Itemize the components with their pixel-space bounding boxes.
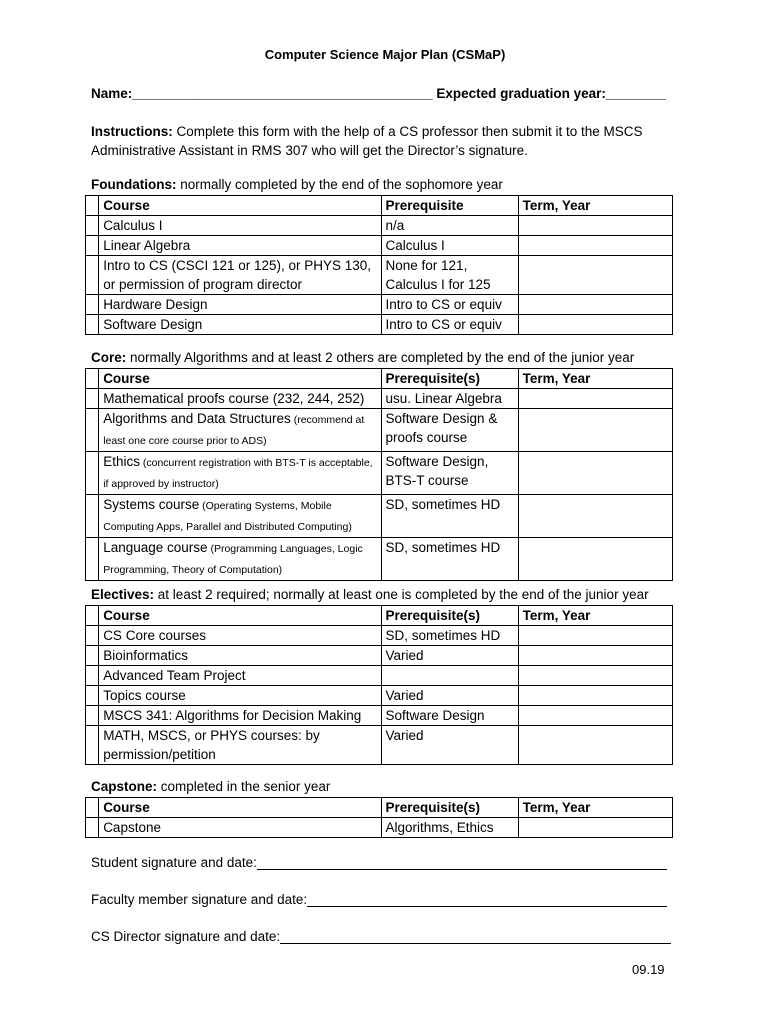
prereq-cell: Algorithms, Ethics (381, 818, 518, 838)
term-cell[interactable] (518, 818, 672, 838)
table-header-row (86, 196, 673, 216)
core-note: normally Algorithms and at least 2 others are completed by the end of the junior year (126, 350, 635, 365)
core-table (85, 368, 673, 581)
table-row (86, 295, 673, 315)
check-cell[interactable] (86, 686, 99, 706)
term-cell[interactable] (518, 389, 672, 409)
prereq-cell: Varied (381, 726, 518, 765)
foundations-note: normally completed by the end of the sophomore year (176, 177, 503, 192)
check-cell[interactable] (86, 452, 99, 495)
course-cell: MSCS 341: Algorithms for Decision Making (99, 706, 381, 726)
table-row (86, 626, 673, 646)
faculty-signature-field[interactable] (307, 892, 667, 907)
version-number: 09.19 (632, 962, 665, 977)
student-signature-label: Student signature and date: (91, 855, 257, 870)
course-name: Language course (103, 540, 208, 555)
course-cell: Calculus I (99, 216, 381, 236)
check-cell[interactable] (86, 538, 99, 581)
term-cell[interactable] (518, 495, 672, 538)
term-cell[interactable] (518, 626, 672, 646)
table-row (86, 495, 673, 538)
check-cell[interactable] (86, 646, 99, 666)
course-cell: Linear Algebra (99, 236, 381, 256)
table-row (86, 818, 673, 838)
course-line: Intro to CS (CSCI 121 or 125), or PHYS 130, (103, 258, 372, 273)
course-note: (Operating Systems, Mobile Computing Apps, Parallel and Distributed Computing) (103, 500, 352, 533)
prereq-cell: Calculus I (381, 236, 518, 256)
table-row (86, 256, 673, 295)
course-name: Ethics (103, 454, 140, 469)
column-header-term: Term, Year (518, 606, 672, 626)
foundations-table (85, 195, 673, 335)
check-cell[interactable] (86, 216, 99, 236)
faculty-signature-line (91, 892, 667, 907)
prereq-cell (381, 256, 518, 295)
student-signature-field[interactable] (257, 855, 667, 870)
column-header-course: Course (99, 196, 381, 216)
column-header-term: Term, Year (518, 798, 672, 818)
prereq-cell: SD, sometimes HD (381, 495, 518, 538)
term-cell[interactable] (518, 538, 672, 581)
check-cell[interactable] (86, 726, 99, 765)
column-header-course: Course (99, 606, 381, 626)
table-row (86, 726, 673, 765)
student-signature-line (91, 855, 667, 870)
course-cell: CS Core courses (99, 626, 381, 646)
term-cell[interactable] (518, 236, 672, 256)
term-cell[interactable] (518, 726, 672, 765)
name-line (91, 86, 666, 101)
course-line: or permission of program director (103, 277, 303, 292)
column-header-prerequisites: Prerequisite(s) (381, 798, 518, 818)
course-note: (Programming Languages, Logic Programming, Theory of Computation) (103, 543, 363, 576)
table-row (86, 452, 673, 495)
prereq-line: proofs course (385, 430, 468, 445)
column-header-course: Course (99, 369, 381, 389)
term-cell[interactable] (518, 646, 672, 666)
course-cell (99, 409, 381, 452)
instructions-text: Complete this form with the help of a CS professor then submit it to the MSCS Administrative Assistant in RMS 307 who will get the Director’s signature. (91, 124, 643, 158)
table-header-row (86, 606, 673, 626)
table-row (86, 666, 673, 686)
check-cell[interactable] (86, 409, 99, 452)
course-cell (99, 256, 381, 295)
check-cell[interactable] (86, 256, 99, 295)
table-row (86, 538, 673, 581)
course-cell: Topics course (99, 686, 381, 706)
term-cell[interactable] (518, 409, 672, 452)
course-note: (concurrent registration with BTS-T is acceptable, if approved by instructor) (103, 457, 373, 490)
capstone-label: Capstone: (91, 779, 158, 794)
table-header-row (86, 369, 673, 389)
graduation-year-field-label[interactable]: Expected graduation year:________ (436, 86, 666, 101)
term-cell[interactable] (518, 256, 672, 295)
table-row (86, 706, 673, 726)
capstone-note: completed in the senior year (157, 779, 331, 794)
term-cell[interactable] (518, 452, 672, 495)
column-header-prerequisite: Prerequisite (381, 196, 518, 216)
check-cell (86, 369, 99, 389)
prereq-line: None for 121, (385, 258, 468, 273)
table-header-row (86, 798, 673, 818)
check-cell[interactable] (86, 626, 99, 646)
prereq-cell: usu. Linear Algebra (381, 389, 518, 409)
check-cell (86, 606, 99, 626)
page-title: Computer Science Major Plan (CSMaP) (264, 47, 506, 62)
course-cell: Software Design (99, 315, 381, 335)
table-row (86, 216, 673, 236)
check-cell[interactable] (86, 315, 99, 335)
foundations-label: Foundations: (91, 177, 177, 192)
term-cell[interactable] (518, 706, 672, 726)
column-header-term: Term, Year (518, 196, 672, 216)
core-label: Core: (91, 350, 127, 365)
check-cell[interactable] (86, 236, 99, 256)
electives-label: Electives: (91, 587, 155, 602)
prereq-line: BTS-T course (385, 473, 469, 488)
course-cell: Bioinformatics (99, 646, 381, 666)
prereq-cell (381, 452, 518, 495)
course-cell (99, 495, 381, 538)
table-row (86, 409, 673, 452)
instructions-label: Instructions: (91, 124, 173, 139)
column-header-course: Course (99, 798, 381, 818)
prereq-cell: SD, sometimes HD (381, 626, 518, 646)
check-cell[interactable] (86, 495, 99, 538)
capstone-heading (91, 779, 330, 794)
name-field-label[interactable]: Name:________________________________________ (91, 86, 433, 101)
electives-heading (91, 587, 649, 602)
table-row (86, 646, 673, 666)
check-cell[interactable] (86, 295, 99, 315)
column-header-term: Term, Year (518, 369, 672, 389)
instructions (91, 122, 691, 160)
course-cell (99, 452, 381, 495)
prereq-cell: n/a (381, 216, 518, 236)
prereq-cell: Varied (381, 686, 518, 706)
course-cell: Hardware Design (99, 295, 381, 315)
director-signature-field[interactable] (280, 929, 671, 944)
electives-note: at least 2 required; normally at least one is completed by the end of the junior year (154, 587, 649, 602)
term-cell[interactable] (518, 686, 672, 706)
table-row (86, 686, 673, 706)
faculty-signature-label: Faculty member signature and date: (91, 892, 308, 907)
course-note: (recommend at least one core course prior to ADS) (103, 414, 365, 447)
term-cell[interactable] (518, 216, 672, 236)
course-cell: MATH, MSCS, or PHYS courses: by permission/petition (99, 726, 381, 765)
core-heading (91, 350, 634, 365)
check-cell[interactable] (86, 666, 99, 686)
course-name: Algorithms and Data Structures (103, 411, 291, 426)
prereq-cell: Software Design (381, 706, 518, 726)
table-row (86, 236, 673, 256)
foundations-heading (91, 177, 503, 192)
director-signature-line (91, 929, 671, 944)
course-cell: Mathematical proofs course (232, 244, 252) (99, 389, 381, 409)
prereq-cell (381, 666, 518, 686)
electives-table (85, 605, 673, 765)
term-cell[interactable] (518, 295, 672, 315)
check-cell[interactable] (86, 706, 99, 726)
prereq-line: Software Design, (385, 454, 489, 469)
term-cell[interactable] (518, 666, 672, 686)
course-cell: Advanced Team Project (99, 666, 381, 686)
column-header-prerequisites: Prerequisite(s) (381, 369, 518, 389)
course-cell: Capstone (99, 818, 381, 838)
term-cell[interactable] (518, 315, 672, 335)
prereq-cell (381, 409, 518, 452)
course-cell (99, 538, 381, 581)
prereq-cell: Varied (381, 646, 518, 666)
prereq-cell: Intro to CS or equiv (381, 315, 518, 335)
director-signature-label: CS Director signature and date: (91, 929, 281, 944)
column-header-prerequisites: Prerequisite(s) (381, 606, 518, 626)
table-row (86, 315, 673, 335)
check-cell (86, 196, 99, 216)
table-row (86, 389, 673, 409)
check-cell[interactable] (86, 818, 99, 838)
prereq-cell: Intro to CS or equiv (381, 295, 518, 315)
check-cell (86, 798, 99, 818)
course-name: Systems course (103, 497, 200, 512)
prereq-line: Software Design & (385, 411, 498, 426)
prereq-line: Calculus I for 125 (385, 277, 491, 292)
check-cell[interactable] (86, 389, 99, 409)
capstone-table (85, 797, 673, 838)
prereq-cell: SD, sometimes HD (381, 538, 518, 581)
